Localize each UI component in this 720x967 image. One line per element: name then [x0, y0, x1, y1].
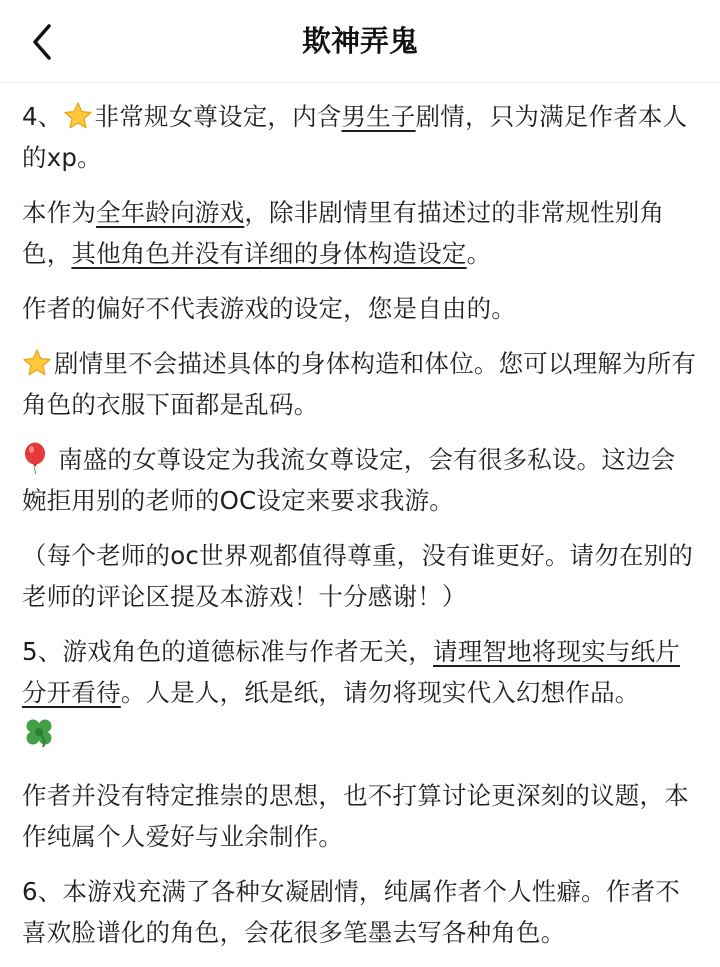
- star-emoji-icon: [22, 348, 52, 378]
- rule-4-underlined-term: 男生子: [341, 102, 416, 131]
- paragraph-author-thoughts: 作者并没有特定推崇的思想，也不打算讨论更深刻的议题，本作纯属个人爱好与业余制作。: [22, 781, 689, 851]
- rule-5-text-b: 。人是人，纸是纸，请勿将现实代入幻想作品。: [120, 678, 640, 707]
- paragraph-rule-4: [22, 96, 698, 178]
- page-title: 欺神弄鬼: [301, 24, 418, 58]
- paragraph-body-description: [22, 343, 698, 425]
- paragraph-setting-note: [22, 439, 698, 521]
- rule-4-text-b: 剧情，只为满足作者本人的xp。: [22, 102, 688, 172]
- balloon-emoji-icon: [22, 442, 48, 474]
- rule-4-number: 4、: [22, 102, 63, 131]
- rule-5-underlined: 请理智地将现实与纸片分开看待: [22, 637, 680, 707]
- paragraph-rule-5: [22, 631, 698, 761]
- four-leaf-clover-emoji-icon: [22, 715, 698, 761]
- article-body: [22, 96, 698, 967]
- back-button[interactable]: [18, 18, 66, 66]
- paragraph-oc-note: （每个老师的oc世界观都值得尊重，没有谁更好。请勿在别的老师的评论区提及本游戏！十分感谢！）: [22, 541, 694, 611]
- age-rating-text-a: 本作为: [22, 198, 97, 227]
- age-rating-text-c: 。: [466, 239, 492, 268]
- setting-note-text: 南盛的女尊设定为我流女尊设定，会有很多私设。这边会婉拒用别的老师的OC设定来要求我游。: [22, 445, 676, 515]
- age-rating-text-b: ，除非剧情里有描述过的非常规性别角色，: [22, 198, 665, 268]
- body-description-text: 剧情里不会描述具体的身体构造和体位。您可以理解为所有角色的衣服下面都是乱码。: [22, 349, 697, 419]
- rule-4-text-a: 非常规女尊设定，内含: [94, 102, 342, 131]
- top-nav-bar: [0, 0, 720, 83]
- rule-5-text-a: 5、游戏角色的道德标准与作者无关，: [22, 637, 433, 666]
- star-emoji-icon: [63, 101, 93, 131]
- age-rating-underlined-a: 全年龄向游戏: [96, 198, 245, 227]
- chevron-left-icon: [29, 22, 55, 62]
- paragraph-age-rating: [22, 192, 698, 274]
- paragraph-author-preference: 作者的偏好不代表游戏的设定，您是自由的。: [22, 294, 516, 323]
- paragraph-rule-6: 6、本游戏充满了各种女凝剧情，纯属作者个人性癖。作者不喜欢脸谱化的角色，会花很多笔墨去写各种角色。: [22, 877, 680, 947]
- age-rating-underlined-b: 其他角色并没有详细的身体构造设定: [71, 239, 467, 268]
